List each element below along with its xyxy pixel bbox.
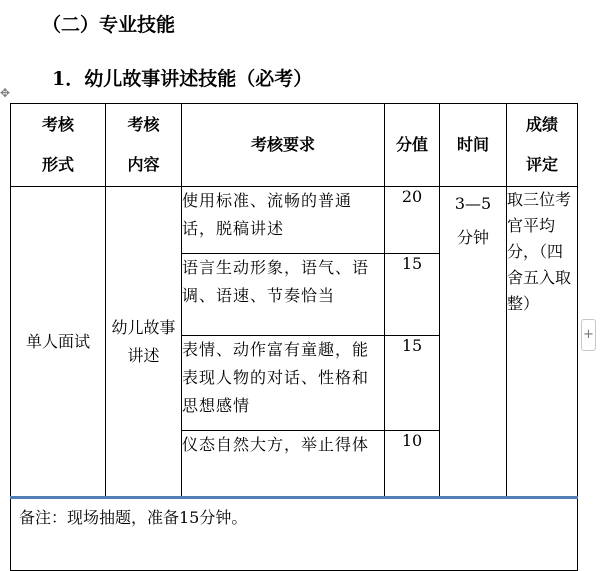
header-content: 考核内容 [127, 115, 160, 174]
section-title: （二）专业技能 [42, 14, 176, 36]
plus-icon[interactable]: + [581, 319, 596, 351]
subsection-title: 1．幼儿故事讲述技能（必考） [52, 68, 313, 90]
score-value: 10 [385, 431, 440, 498]
table-header-row [11, 104, 578, 187]
header-time: 时间 [440, 104, 507, 187]
header-form: 考核形式 [41, 115, 74, 174]
score-value: 15 [385, 254, 440, 336]
cell-grading: 取三位考官平均分，（四舍五入取整） [507, 190, 572, 313]
requirement-text: 使用标准、流畅的普通话，脱稿讲述 [182, 191, 353, 238]
table-note-row [11, 498, 578, 571]
header-grading: 成绩评定 [525, 115, 558, 174]
header-score: 分值 [385, 104, 440, 187]
table-row [11, 187, 578, 254]
table-note: 备注：现场抽题，准备15分钟。 [11, 498, 578, 571]
move-arrows-icon[interactable]: ✥ [0, 86, 11, 100]
assessment-table [10, 103, 578, 571]
requirement-text: 仪态自然大方，举止得体 [182, 435, 370, 454]
cell-content: 幼儿故事讲述 [111, 317, 176, 365]
requirement-text: 表情、动作富有童趣，能表现人物的对话、性格和思想感情 [182, 340, 370, 415]
cell-form: 单人面试 [25, 331, 90, 351]
score-value: 15 [385, 336, 440, 431]
score-value: 20 [385, 187, 440, 254]
header-requirements: 考核要求 [182, 104, 385, 187]
cell-time: 3—5分钟 [454, 194, 492, 247]
requirement-text: 语言生动形象，语气、语调、语速、节奏恰当 [182, 258, 370, 305]
